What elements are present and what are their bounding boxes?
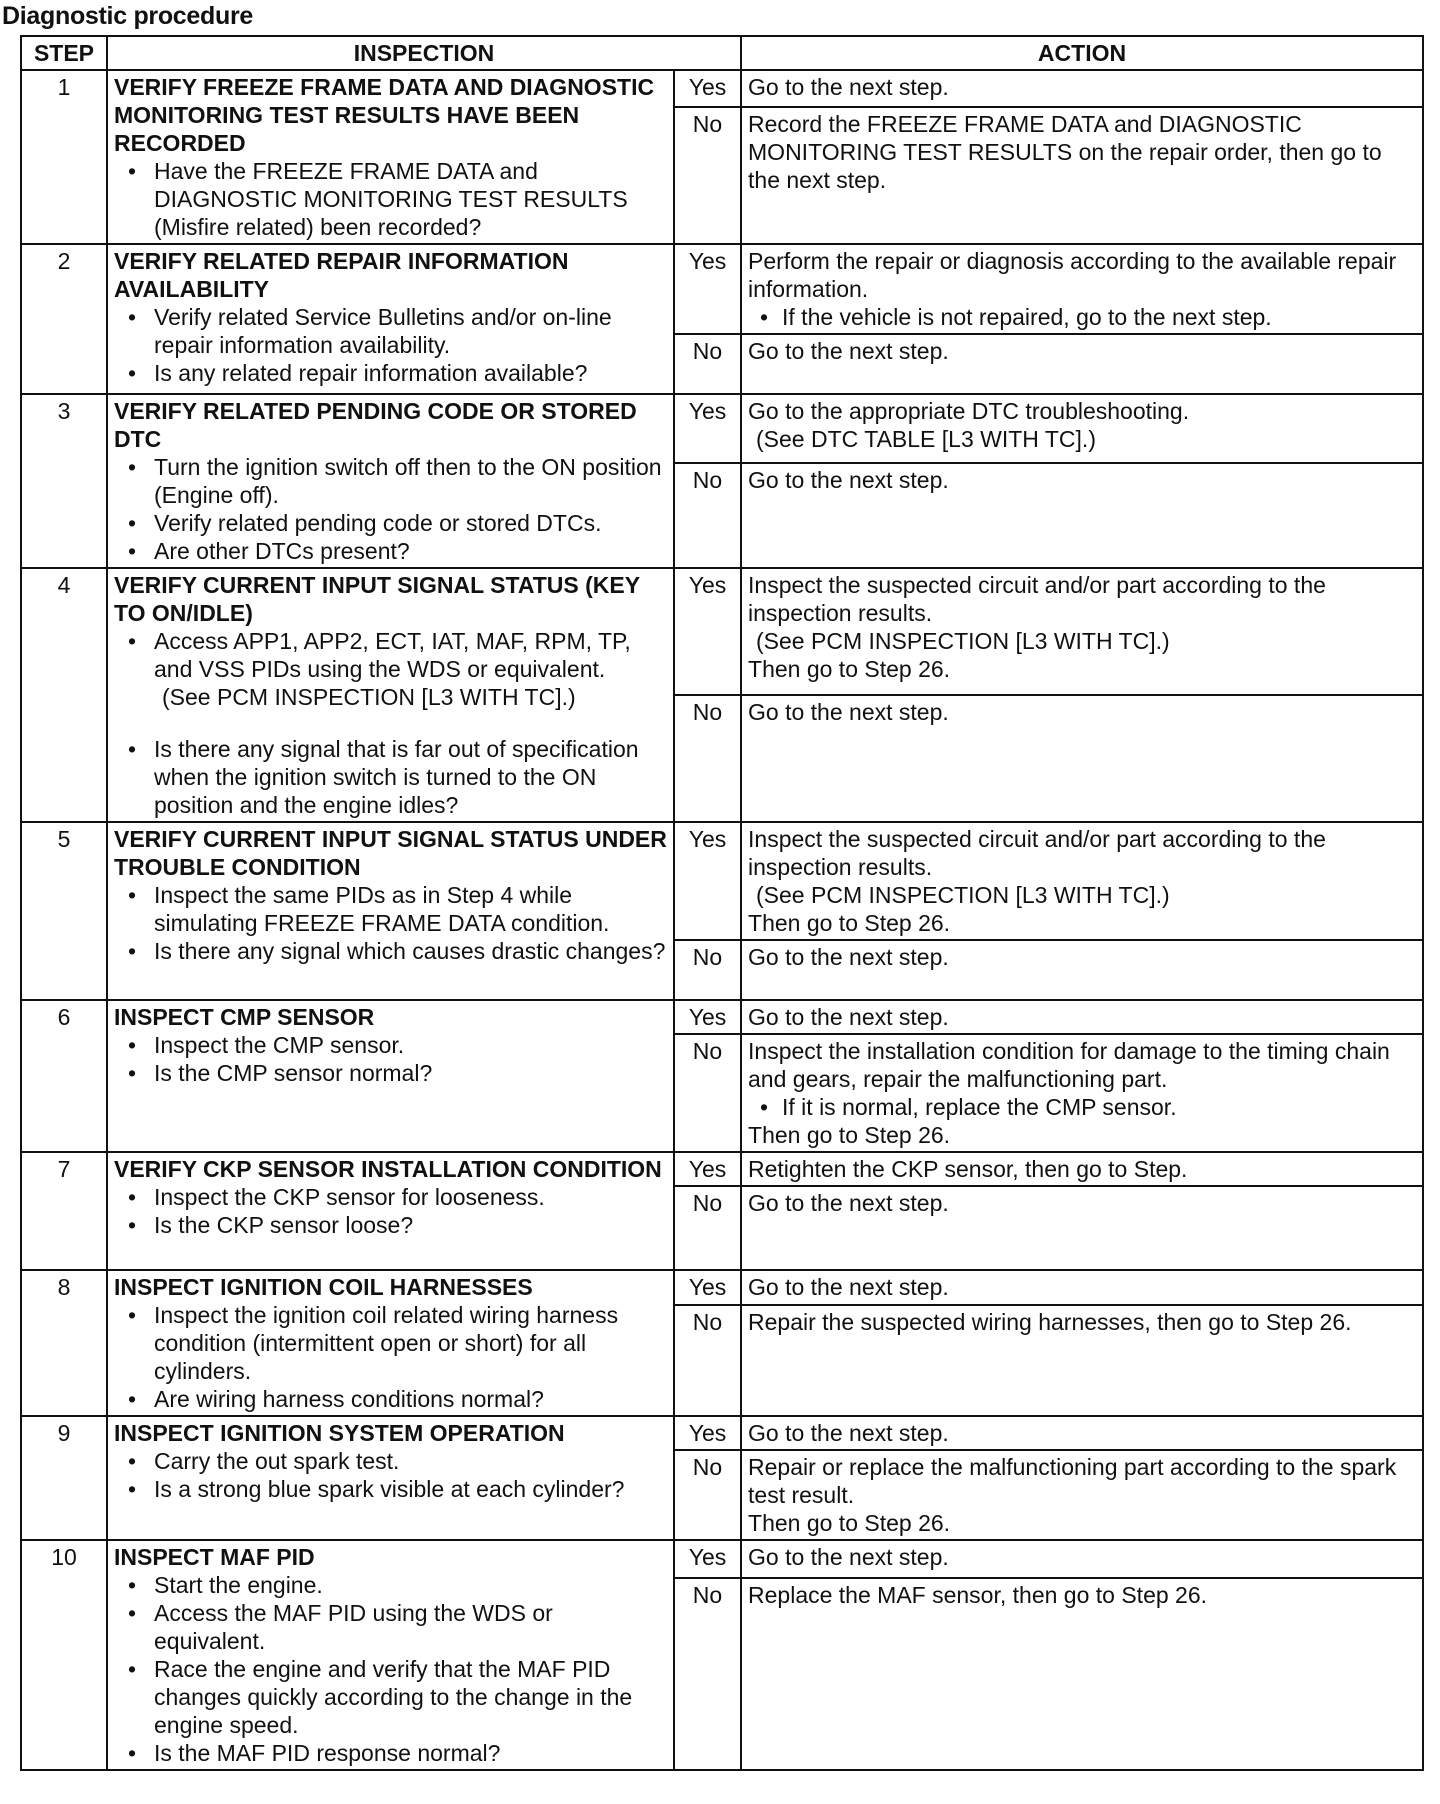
action-line: Inspect the suspected circuit and/or part according to the inspection results. [748, 826, 1326, 880]
inspection-bullets [114, 453, 667, 565]
inspection-title: VERIFY FREEZE FRAME DATA AND DIAGNOSTIC MONITORING TEST RESULTS HAVE BEEN RECORDED [114, 74, 655, 156]
step-number: 8 [21, 1270, 107, 1416]
no-label: No [674, 940, 741, 1000]
inspection-title: INSPECT IGNITION COIL HARNESSES [114, 1274, 533, 1300]
header-step: STEP [21, 36, 107, 70]
inspection-bullet: • Is there any signal that is far out of specification when the ignition switch is turned to the ON position and the engine idles? [114, 735, 667, 819]
step-number: 7 [21, 1152, 107, 1270]
inspection-title: VERIFY CKP SENSOR INSTALLATION CONDITION [114, 1156, 662, 1182]
table-row [21, 1152, 1423, 1186]
table-row [21, 244, 1423, 334]
no-label: No [674, 1450, 741, 1540]
page-title: Diagnostic procedure [2, 2, 253, 30]
inspection-bullet: • Are wiring harness conditions normal? [114, 1385, 667, 1413]
action-line: Go to the next step. [748, 467, 949, 494]
header-inspection: INSPECTION [107, 36, 741, 70]
action-line: Go to the next step. [748, 1544, 949, 1570]
no-label: No [674, 695, 741, 822]
inspection-cell [107, 822, 674, 1000]
no-label: No [674, 1305, 741, 1416]
inspection-cell [107, 1416, 674, 1540]
inspection-title: INSPECT IGNITION SYSTEM OPERATION [114, 1420, 565, 1446]
inspection-bullet: • Verify related Service Bulletins and/or on-line repair information availability. [114, 303, 667, 359]
inspection-bullet: • Is the MAF PID response normal? [114, 1739, 667, 1767]
yes-action [741, 1152, 1423, 1186]
no-action [741, 1186, 1423, 1270]
inspection-bullets [114, 1183, 667, 1239]
yes-label: Yes [674, 1540, 741, 1578]
yes-action [741, 568, 1423, 695]
inspection-bullet: • Race the engine and verify that the MAF PID changes quickly according to the change in the engine speed. [114, 1655, 667, 1739]
action-line: Go to the next step. [748, 338, 949, 364]
inspection-bullets [114, 1031, 667, 1087]
step-number: 4 [21, 568, 107, 822]
inspection-bullet: • Inspect the same PIDs as in Step 4 while simulating FREEZE FRAME DATA condition. [114, 881, 667, 937]
no-action [741, 1305, 1423, 1416]
no-action [741, 107, 1423, 244]
yes-action [741, 394, 1423, 463]
inspection-title: VERIFY CURRENT INPUT SIGNAL STATUS (KEY TO ON/IDLE) [114, 572, 640, 626]
inspection-bullet: • Turn the ignition switch off then to the ON position (Engine off). [114, 453, 667, 509]
no-label: No [674, 1186, 741, 1270]
yes-action [741, 1270, 1423, 1305]
action-line: Inspect the installation condition for damage to the timing chain and gears, repair the malfunctioning part. [748, 1038, 1390, 1092]
no-action [741, 463, 1423, 568]
action-line: Go to the next step. [748, 1190, 949, 1216]
action-line: Inspect the suspected circuit and/or part according to the inspection results. [748, 572, 1326, 626]
inspection-cell [107, 70, 674, 244]
inspection-bullets [114, 1571, 667, 1767]
inspection-bullet: • Inspect the CKP sensor for looseness. [114, 1183, 667, 1211]
yes-action [741, 1416, 1423, 1450]
action-line: Go to the next step. [748, 1420, 949, 1446]
action-line: Go to the next step. [748, 74, 949, 100]
no-label: No [674, 334, 741, 394]
action-line: Repair the suspected wiring harnesses, then go to Step 26. [748, 1309, 1352, 1336]
inspection-bullet: • Access APP1, APP2, ECT, IAT, MAF, RPM, TP, and VSS PIDs using the WDS or equivalent. [114, 627, 667, 683]
step-number: 10 [21, 1540, 107, 1770]
action-line: Go to the next step. [748, 944, 949, 970]
inspection-bullet: • Is the CKP sensor loose? [114, 1211, 667, 1239]
table-row [21, 70, 1423, 107]
inspection-bullets [114, 1301, 667, 1413]
inspection-cell [107, 1152, 674, 1270]
no-action [741, 1034, 1423, 1152]
diagnostic-table [20, 35, 1424, 1771]
action-line: Perform the repair or diagnosis according to the available repair information. [748, 248, 1397, 302]
table-row [21, 1416, 1423, 1450]
no-label: No [674, 463, 741, 568]
inspection-title: INSPECT MAF PID [114, 1544, 315, 1570]
inspection-cell [107, 1540, 674, 1770]
step-number: 3 [21, 394, 107, 568]
step-number: 6 [21, 1000, 107, 1152]
action-line: Repair or replace the malfunctioning part according to the spark test result. [748, 1454, 1397, 1508]
inspection-cell [107, 394, 674, 568]
step-number: 1 [21, 70, 107, 244]
inspection-bullet: • Verify related pending code or stored DTCs. [114, 509, 667, 537]
action-line: (See DTC TABLE [L3 WITH TC].) [756, 426, 1096, 452]
action-line: Then go to Step 26. [748, 1510, 951, 1536]
inspection-bullets [114, 627, 667, 819]
inspection-cell [107, 244, 674, 394]
inspection-bullets [114, 881, 667, 965]
no-action [741, 695, 1423, 822]
inspection-bullet: • Access the MAF PID using the WDS or equivalent. [114, 1599, 667, 1655]
step-number: 9 [21, 1416, 107, 1540]
no-action [741, 940, 1423, 1000]
table-row [21, 1000, 1423, 1034]
inspection-bullet: • Is a strong blue spark visible at each cylinder? [114, 1475, 667, 1503]
no-action [741, 1450, 1423, 1540]
action-line: (See PCM INSPECTION [L3 WITH TC].) [756, 628, 1170, 654]
inspection-bullet: • Are other DTCs present? [114, 537, 667, 565]
action-line: Then go to Step 26. [748, 656, 951, 682]
inspection-bullets [114, 157, 667, 241]
table-row [21, 568, 1423, 695]
action-line: Go to the next step. [748, 699, 949, 725]
action-line: • If it is normal, replace the CMP sensor. [748, 1093, 1416, 1121]
no-action [741, 1578, 1423, 1770]
yes-label: Yes [674, 1152, 741, 1186]
yes-label: Yes [674, 1270, 741, 1305]
table-row [21, 394, 1423, 463]
action-line: Replace the MAF sensor, then go to Step 26. [748, 1581, 1208, 1608]
action-line: Go to the next step. [748, 1004, 949, 1030]
action-line: Go to the next step. [748, 1274, 949, 1300]
inspection-bullet: • Have the FREEZE FRAME DATA and DIAGNOSTIC MONITORING TEST RESULTS (Misfire related) been recorded? [114, 157, 667, 241]
inspection-bullets [114, 303, 667, 387]
table-row [21, 1540, 1423, 1578]
no-action [741, 334, 1423, 394]
yes-label: Yes [674, 70, 741, 107]
yes-action [741, 70, 1423, 107]
inspection-title: VERIFY CURRENT INPUT SIGNAL STATUS UNDER TROUBLE CONDITION [114, 826, 667, 880]
inspection-bullet: • Start the engine. [114, 1571, 667, 1599]
table-row [21, 1270, 1423, 1305]
no-label: No [674, 1034, 741, 1152]
action-line: (See PCM INSPECTION [L3 WITH TC].) [756, 882, 1170, 908]
step-number: 2 [21, 244, 107, 394]
no-label: No [674, 107, 741, 244]
action-line: Then go to Step 26. [748, 910, 951, 936]
action-line: • If the vehicle is not repaired, go to the next step. [748, 303, 1416, 331]
yes-label: Yes [674, 244, 741, 334]
inspection-cell [107, 1000, 674, 1152]
yes-label: Yes [674, 1416, 741, 1450]
action-line: Record the FREEZE FRAME DATA and DIAGNOSTIC MONITORING TEST RESULTS on the repair order, then go to the next step. [748, 110, 1382, 193]
inspection-title: VERIFY RELATED PENDING CODE OR STORED DTC [114, 398, 637, 452]
yes-action [741, 822, 1423, 940]
yes-label: Yes [674, 1000, 741, 1034]
table-row [21, 822, 1423, 940]
yes-label: Yes [674, 394, 741, 463]
inspection-cell [107, 568, 674, 822]
inspection-bullet: • Is any related repair information available? [114, 359, 667, 387]
inspection-bullet: • Is the CMP sensor normal? [114, 1059, 667, 1087]
inspection-title: VERIFY RELATED REPAIR INFORMATION AVAILABILITY [114, 248, 569, 302]
inspection-bullet: (See PCM INSPECTION [L3 WITH TC].) [162, 684, 576, 710]
inspection-bullet: • Is there any signal which causes drastic changes? [114, 937, 667, 965]
yes-label: Yes [674, 822, 741, 940]
step-number: 5 [21, 822, 107, 1000]
yes-label: Yes [674, 568, 741, 695]
yes-action [741, 1000, 1423, 1034]
action-line: Go to the appropriate DTC troubleshooting. [748, 398, 1190, 424]
inspection-title: INSPECT CMP SENSOR [114, 1004, 375, 1030]
action-line: Retighten the CKP sensor, then go to Step. [748, 1156, 1188, 1182]
no-label: No [674, 1578, 741, 1770]
table-header-row [21, 36, 1423, 70]
header-action: ACTION [741, 36, 1423, 70]
inspection-bullet: • Inspect the ignition coil related wiring harness condition (intermittent open or short) for all cylinders. [114, 1301, 667, 1385]
inspection-bullet: • Inspect the CMP sensor. [114, 1031, 667, 1059]
inspection-bullets [114, 1447, 667, 1503]
yes-action [741, 244, 1423, 334]
inspection-cell [107, 1270, 674, 1416]
yes-action [741, 1540, 1423, 1578]
action-line: Then go to Step 26. [748, 1122, 951, 1148]
inspection-bullet: • Carry the out spark test. [114, 1447, 667, 1475]
